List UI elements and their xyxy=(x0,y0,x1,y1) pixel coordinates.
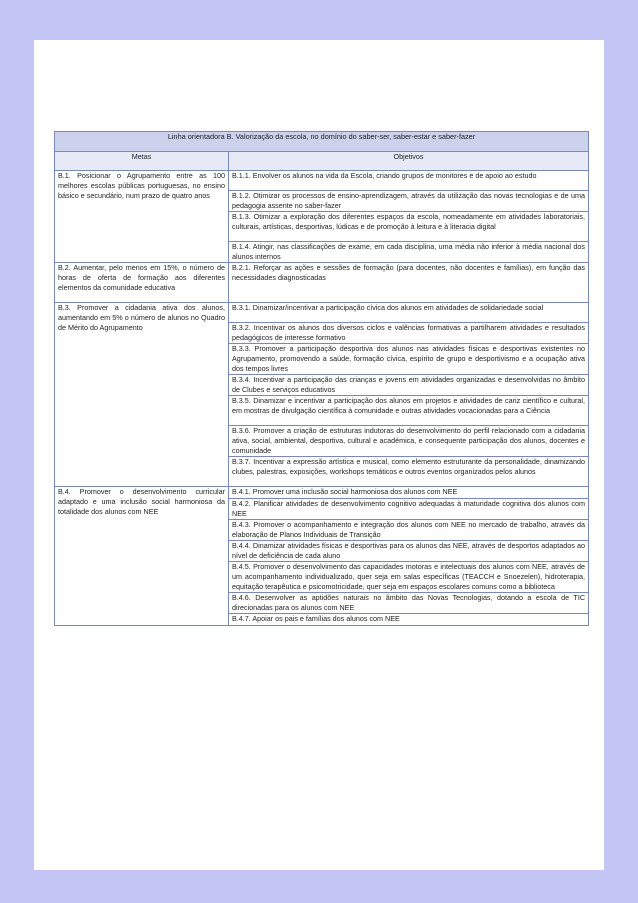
objective-cell: B.1.4. Atingir, nas classificações de exame, em cada disciplina, uma média não inferior à média nacional dos alunos internos xyxy=(229,242,589,263)
objective-cell: B.4.6. Desenvolver as aptidões naturais no âmbito das Novas Tecnologias, dotando a escola de TIC direcionadas para os alunos com NEE xyxy=(229,593,589,614)
column-header-metas: Metas xyxy=(55,152,229,171)
table-title-row xyxy=(55,132,589,152)
objective-cell: B.1.1. Envolver os alunos na vida da Escola, criando grupos de monitores e de apoio ao estudo xyxy=(229,171,589,191)
objective-cell: B.1.3. Otimizar a exploração dos diferentes espaços da escola, nomeadamente em atividades laboratoriais, culturais, artísticas, desportivas, lúdicas e de promoção à leitura e à literacia digital xyxy=(229,212,589,242)
objectives-table xyxy=(54,131,589,626)
objective-cell: B.4.7. Apoiar os pais e famílias dos alunos com NEE xyxy=(229,614,589,626)
goal-cell: B.1. Posicionar o Agrupamento entre as 100 melhores escolas públicas portuguesas, no ensino básico e secundário, num prazo de quatro anos xyxy=(55,171,229,263)
objective-cell: B.4.1. Promover uma inclusão social harmoniosa dos alunos com NEE xyxy=(229,487,589,499)
objective-cell: B.3.7. Incentivar a expressão artística e musical, como elemento estruturante da personalidade, dinamizando clubes, palestras, exposições, workshops temáticos e outros eventos organizados pelos alunos xyxy=(229,457,589,487)
table-row xyxy=(55,303,589,323)
objective-cell: B.4.2. Planificar atividades de desenvolvimento cognitivo adequadas à maturidade cognitiva dos alunos com NEE xyxy=(229,499,589,520)
table-title: Linha orientadora B. Valorização da escola, no domínio do saber-ser, saber-estar e saber-fazer xyxy=(55,132,589,152)
goal-cell: B.3. Promover a cidadania ativa dos alunos, aumentando em 5% o número de alunos no Quadro de Mérito do Agrupamento xyxy=(55,303,229,487)
objective-cell: B.3.2. Incentivar os alunos dos diversos ciclos e valências formativas a partilharem atividades e resultados pedagógicos de interesse formativo xyxy=(229,323,589,344)
objective-cell: B.3.4. Incentivar a participação das crianças e jovens em atividades organizadas e desenvolvidas no âmbito de Clubes e serviços educativos xyxy=(229,375,589,396)
table-body xyxy=(55,171,589,626)
objective-cell: B.4.4. Dinamizar atividades físicas e desportivas para os alunos das NEE, através de desportos adaptados ao nível de deficiência de cada aluno xyxy=(229,541,589,562)
objective-cell: B.3.3. Promover a participação desportiva dos alunos nas atividades físicas e desportivas existentes no Agrupamento, promovendo a saúde, formação cívica, espírito de grupo e desportivismo e a ocupação ativa dos tempos livres xyxy=(229,344,589,375)
table-header-row xyxy=(55,152,589,171)
objective-cell: B.4.3. Promover o acompanhamento e integração dos alunos com NEE no mercado de trabalho, através da elaboração de Planos Individuais de Transição xyxy=(229,520,589,541)
objective-cell: B.1.2. Otimizar os processos de ensino-aprendizagem, através da utilização das novas tecnologias e de uma pedagogia assente no saber-fazer xyxy=(229,191,589,212)
objective-cell: B.2.1. Reforçar as ações e sessões de formação (para docentes, não docentes e famílias), em função das necessidades diagnosticadas xyxy=(229,263,589,303)
goal-cell: B.2. Aumentar, pelo menos em 15%, o número de horas de oferta de formação aos diferentes elementos da comunidade educativa xyxy=(55,263,229,303)
table-row xyxy=(55,263,589,303)
table-row xyxy=(55,171,589,191)
objective-cell: B.3.6. Promover a criação de estruturas indutoras do desenvolvimento do perfil relacionado com a cidadania ativa, social, ambiental, desportiva, cultural e académica, e consequente participação dos alunos, docentes e comunidade xyxy=(229,426,589,457)
goal-cell: B.4. Promover o desenvolvimento curricular adaptado e uma inclusão social harmoniosa da totalidade dos alunos com NEE xyxy=(55,487,229,626)
column-header-objetivos: Objetivos xyxy=(229,152,589,171)
document-page xyxy=(34,40,604,870)
objective-cell: B.3.1. Dinamizar/incentivar a participação cívica dos alunos em atividades de solidariedade social xyxy=(229,303,589,323)
table-row xyxy=(55,487,589,499)
objective-cell: B.3.5. Dinamizar e incentivar a participação dos alunos em projetos e atividades de cariz científico e cultural, em mostras de divulgação científica à comunidade e outras atividades vocacionadas para a Ciência xyxy=(229,396,589,426)
objective-cell: B.4.5. Promover o desenvolvimento das capacidades motoras e intelectuais dos alunos com NEE, através de um acompanhamento individualizado, quer seja em salas específicas (TEACCH e Snoezelen), hidroterapia, equitação terapêutica e psicomotricidade, quer seja em espaços escolares comuns como a biblioteca xyxy=(229,562,589,593)
